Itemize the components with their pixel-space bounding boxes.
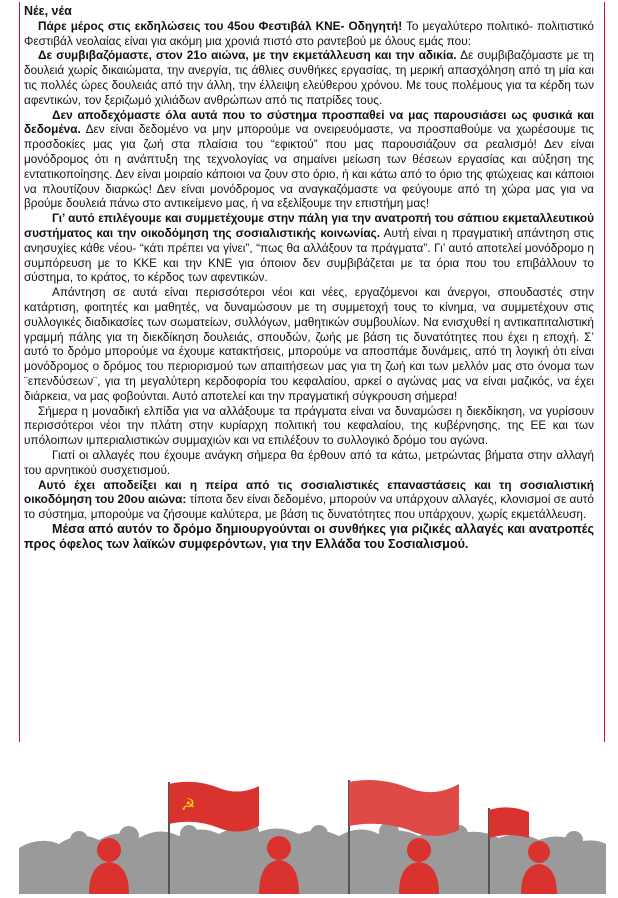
paragraph-1-text: Δε συμβιβαζόμαστε με τη δουλειά χωρίς δικαιώματα, την ανεργία, τις άθλιες συνθήκες εργασίας, τη μερική απασχόληση από τη μία και τις πολλές ώρες δουλειάς από την άλλη, την έλλειψη ελεύθερου χρόνου. Με τους πολέμους για τα κέρδη των αφεντικών, τον ξεριζωμό χιλιάδων ανθρώπων από τις πατρίδες τους. [24, 48, 594, 107]
red-flag-right [349, 780, 459, 836]
intro-bold: Πάρε μέρος στις εκδηλώσεις του 45ου Φεστιβάλ ΚΝΕ- Οδηγητή! [38, 18, 403, 33]
paragraph-7-text: τίποτα δεν είναι δεδομένο, μπορούν να υπάρχουν αλλαγές, κλονισμοί σε αυτό το σύστημα, μπορούμε να ζήσουμε καλύτερα, με βάση τις δυνατότητες που υπάρχουν, χωρίς εκμετάλλευση. [24, 492, 594, 522]
paragraph-2-bold: Δεν αποδεχόμαστε όλα αυτά που το σύστημα προσπαθεί να μας παρουσιάσει ως φυσικά και δεδομένα. [24, 107, 594, 137]
paragraph-6: Γιατί οι αλλαγές που έχουμε ανάγκη σήμερα θα έρθουν από τα κάτω, μετρώντας βήματα στην αλλαγή του αρνητικού συσχετισμού. [24, 447, 594, 477]
hammer-sickle-icon: ☭ [181, 795, 196, 814]
crowd-with-flags-illustration [19, 778, 606, 894]
paragraph-7 [24, 478, 594, 522]
paragraph-5: Σήμερα η μοναδική ελπίδα για να αλλάξουμε τα πράγματα είναι να δυναμώσει η διεκδίκηση, να γυρίσουν περισσότεροι νέοι την πλάτη στην κυρίαρχη πολιτική του κεφαλαίου, της κυβέρνησης, της ΕΕ και των υπόλοιπων ιμπεριαλιστικών συμμαχιών και να επιλέξουν το συλλογικό δρόμο του αγώνα. [24, 403, 594, 448]
leaflet-text [24, 4, 594, 551]
paragraph-1-bold: Δε συμβιβαζόμαστε, στον 21ο αιώνα, με την εκμετάλλευση και την αδικία. [38, 48, 457, 63]
paragraph-4: Απάντηση σε αυτά είναι περισσότεροι νέοι και νέες, εργαζόμενοι και άνεργοι, σπουδαστές στην κατάρτιση, φοιτητές και μαθητές, να δυναμώσουν με τη συμμετοχή τους το κίνημα, να συμμετέχουν στις συλλογικές διαδικασίες των σωματείων, συλλόγων, μαθητικών συμβουλίων. Να ενισχυθεί η αντικαπιταλιστική γραμμή πάλης για τη διεκδίκηση δουλειάς, σπουδών, ζωής με βάση τις δυνατότητες που έχει η εποχή. Σ’ αυτό το δρόμο μπορούμε να έχουμε κατακτήσεις, μπορούμε να αποσπάμε δυνάμεις, από τη λογική ότι είναι μονόδρομος ο δρόμος του περιορισμού των απαιτήσεων μας για τη ζωή και των μελλόν μας στο όνομα των ¨επενδύσεων¨, για τη μεγαλύτερη κερδοφορία του κεφαλαίου, αρκεί ο αγώνας μας να είναι μαζικός, να έχει διάρκεια, να μας φοβούνται. Αυτό αποτελεί και την πραγματική σύγκρουση σήμερα! [24, 285, 594, 403]
crowd-illustration-svg [19, 778, 606, 894]
intro-paragraph [24, 19, 594, 49]
closing-statement: Μέσα από αυτόν το δρόμο δημιουργούνται οι συνθήκες για ριζικές αλλαγές και ανατροπές προς όφελος των λαϊκών συμφερόντων, για την Ελλάδα του Σοσιαλισμού. [24, 521, 594, 551]
paragraph-3-bold: Γι’ αυτό επιλέγουμε και συμμετέχουμε στην πάλη για την ανατροπή του σάπιου εκμεταλλευτικού συστήματος και την οικοδόμηση της σοσιαλιστικής κοινωνίας. [24, 211, 594, 240]
paragraph-3 [24, 211, 594, 285]
intro-text: Το μεγαλύτερο πολιτικό- πολιτιστικό Φεστιβάλ νεολαίας είναι για ακόμη μια χρονιά πιστό στο ραντεβού με όλους εμάς που: [24, 18, 594, 48]
paragraph-3-text: Αυτή είναι η πραγματική απάντηση στις ανησυχίες κάθε νέου- “κάτι πρέπει να γίνει”, “πως θα αλλάξουν τα πράγματα”. Γι’ αυτό αποτελεί μονόδρομο η συμπόρευση με το ΚΚΕ και την ΚΝΕ για όποιον δεν συμβιβάζεται με τα όρια που του επιβάλλουν το σύστημα, το κράτος, το κέρδος των αφεντικών. [24, 225, 594, 285]
paragraph-1 [24, 48, 594, 107]
red-flag-small [489, 807, 529, 838]
paragraph-2-text: Δεν είναι δεδομένο να μην μπορούμε να ονειρευόμαστε, να προσπαθούμε να χωρέσουμε τις προσδοκίες μας για ζωή στα πλαίσια του “εφικτού” που μας παρουσιάζουν σα ρεαλισμό! Δεν είναι μονόδρομος ότι η ανάπτυξη της τεχνολογίας να σημαίνει μείωση των θέσεων εργασίας και αύξηση της εντατικοποίησης. Δεν είναι μοιραίο κάποιοι να ζουν στο όριο, ή και κάτω από το όριο της φτώχειας και κάποιοι να πλουτίζουν διαρκώς! Δεν είναι μονόδρομος να αναγκαζόμαστε να φεύγουμε από τη χώρα μας για να βρούμε δουλειά πάνω στο αντικείμενο μας, ή να εξελίξουμε την επιστήμη μας! [24, 122, 594, 211]
leaflet-heading: Νέε, νέα [24, 4, 72, 18]
paragraph-7-bold: Αυτό έχει αποδείξει και η πείρα από τις σοσιαλιστικές επαναστάσεις και τη σοσιαλιστική οικοδόμηση του 20ου αιώνα: [24, 477, 594, 507]
paragraph-2 [24, 108, 594, 212]
